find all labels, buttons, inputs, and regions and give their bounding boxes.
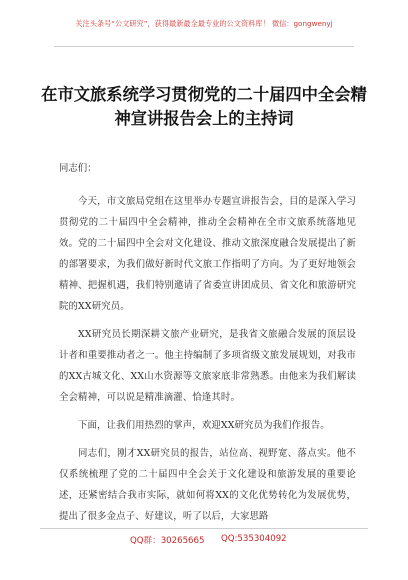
page-header — [0, 0, 408, 56]
salutation: 同志们： — [59, 163, 97, 174]
footer-qq-group: QQ群：30265665 — [130, 536, 205, 546]
page-footer — [0, 528, 408, 548]
document-body — [59, 158, 356, 534]
header-divider — [54, 46, 354, 47]
document-title: 在市文旅系统学习贯彻党的二十届四中全会精神宣讲报告会上的主持词 — [41, 85, 367, 128]
paragraph-4: 同志们，刚才XX研究员的报告，站位高、视野宽、落点实。他不仅系统梳理了党的二十届四中全会关于文化建设和旅游发展的重要论述，还紧密结合我市实际，就如何将XX的文化优势转化为发展优势，提出了很多金点子、好建议，听了以后，大家思路 — [59, 448, 356, 522]
header-notice: 关注头条号“公文研究”，获得最新最全最专业的公文资料库！ 微信：gongwenyj — [75, 19, 333, 28]
footer-qq: QQ:535304092 — [221, 534, 287, 544]
paragraph-3: 下面，让我们用热烈的掌声，欢迎XX研究员为我们作报告。 — [78, 420, 330, 431]
paragraph-2: XX研究员长期深耕文旅产业研究，是我省文旅融合发展的顶层设计者和重要推动者之一。他主持编制了多项省级文旅发展规划，对我市的XX古城文化、XX山水资源等文旅家底非常熟悉。由他来为我们解读全会精神，可以说是精准滴灌、恰逢其时。 — [59, 329, 356, 403]
paragraph-1: 今天，市文旅局党组在这里举办专题宣讲报告会，目的是深入学习贯彻党的二十届四中全会精神，推动全会精神在全市文旅系统落地见效。党的二十届四中全会对文化建设、推动文旅深度融合发展提出了新的部署要求，为我们做好新时代文旅工作指明了方向。为了更好地领会精神、把握机遇，我们特别邀请了省委宣讲团成员、省文化和旅游研究院的XX研究员。 — [59, 196, 356, 312]
footer-divider — [40, 528, 368, 529]
